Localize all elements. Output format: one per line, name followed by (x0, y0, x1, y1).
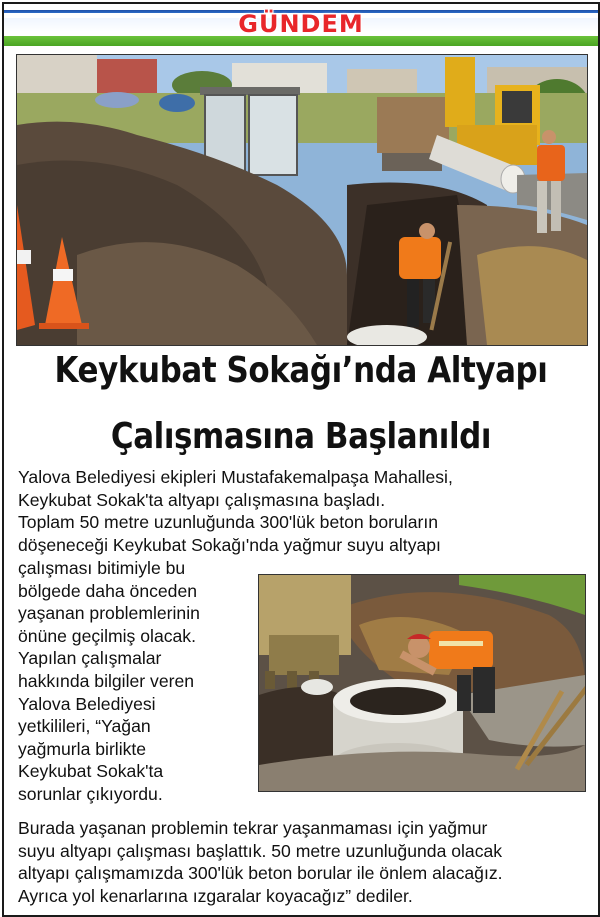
body-line: yetkilileri, “Yağan (18, 716, 151, 737)
article-body-intro (18, 466, 588, 556)
body-line: Yalova Belediyesi ekipleri Mustafakemalpaşa Mahallesi, (18, 467, 453, 487)
body-line: suyu altyapı çalışması başlattık. 50 metre uzunluğunda olacak (18, 840, 503, 861)
body-line: yaşanan problemlerinin (18, 603, 200, 624)
body-line: sorunlar çıkıyordu. (18, 783, 163, 804)
newspaper-page (2, 2, 600, 917)
body-line: yağmurla birlikte (18, 738, 147, 759)
main-photo-construction-site (16, 54, 588, 346)
body-line: bölgede daha önceden (18, 580, 198, 601)
headline-line-1: Keykubat Sokağı’nda Altyapı (54, 350, 548, 391)
body-line: Yalova Belediyesi (18, 693, 156, 714)
body-line: Keykubat Sokak'ta (18, 761, 164, 782)
body-line: önüne geçilmiş olacak. (18, 625, 196, 646)
inset-photo-manhole-worker (258, 574, 586, 792)
body-line: Keykubat Sokak'ta altyapı çalışmasına başladı. (18, 489, 386, 510)
body-line: döşeneceği Keykubat Sokağı'nda yağmur suyu altyapı (18, 534, 441, 555)
article-body-left-column (18, 557, 258, 806)
body-line: çalışması bitimiyle bu (18, 558, 186, 578)
body-line: Ayrıca yol kenarlarına ızgaralar koyacağız” dediler. (18, 885, 413, 906)
body-line: Yapılan çalışmalar (18, 648, 162, 669)
body-line: altyapı çalışmamızda 300'lük beton borular ile önlem alacağız. (18, 863, 503, 884)
section-title: GÜNDEM (238, 10, 364, 38)
article-body-ending (18, 817, 588, 907)
body-line: hakkında bilgiler veren (18, 670, 195, 691)
body-line: Burada yaşanan problemin tekrar yaşanmaması için yağmur (18, 818, 488, 838)
body-line: Toplam 50 metre uzunluğunda 300'lük beton boruların (18, 512, 439, 533)
headline-line-2: Çalışmasına Başlanıldı (110, 416, 492, 457)
